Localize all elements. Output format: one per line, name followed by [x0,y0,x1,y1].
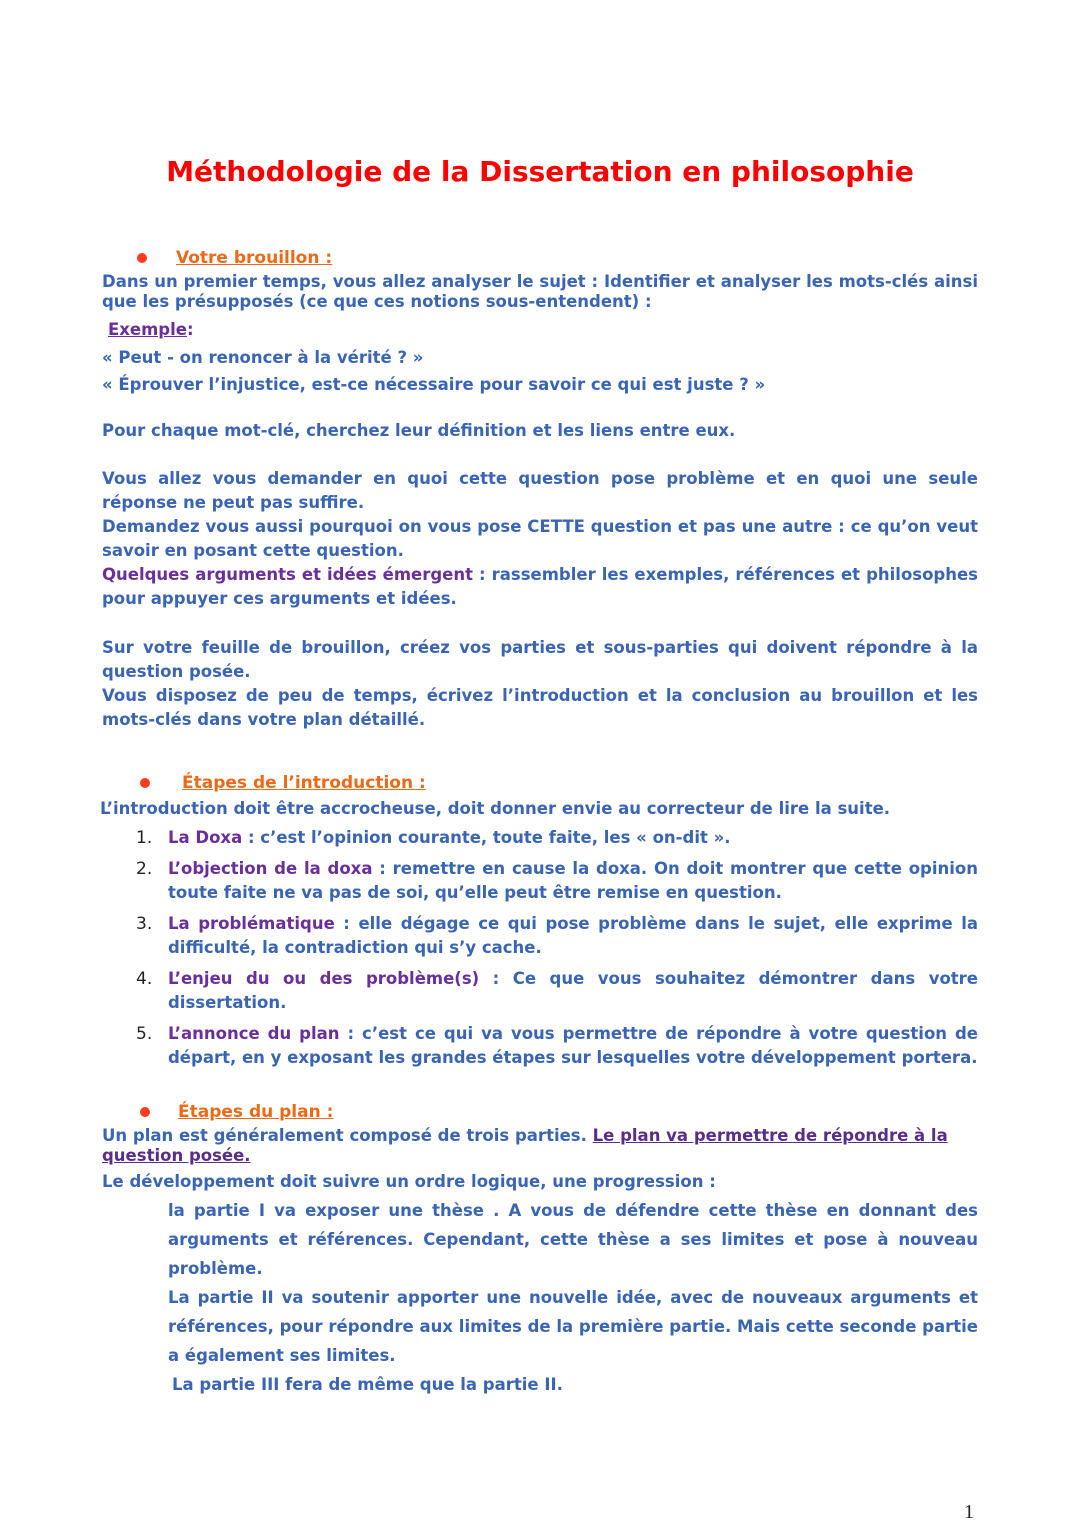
example-label: Exemple [108,320,187,339]
section-plan [102,1100,978,1399]
arguments-emphasis: Quelques arguments et idées émergent [102,565,474,584]
step-text: : remettre en cause la doxa. On doit montrer que cette opinion toute faite ne va pas de soi, qu’elle peut être remise en question. [168,859,978,902]
plan-part-3: La partie III fera de même que la partie II. [172,1375,563,1394]
brouillon-paragraph-4a: Sur votre feuille de brouillon, créez vos parties et sous-parties qui doivent répondre à la question posée. [102,638,978,681]
brouillon-paragraph-3c [102,563,978,611]
plan-heading: Étapes du plan : [178,1102,334,1122]
step-term: L’annonce du plan [168,1024,340,1043]
introduction-heading: Étapes de l’introduction : [182,773,426,793]
plan-intro-text: Un plan est généralement composé de trois parties. [102,1126,593,1145]
step-text: : c’est ce qui va vous permettre de répondre à votre question de départ, en y exposant les grandes étapes sur lesquelles votre développement portera. [168,1024,978,1067]
page-number: 1 [964,1501,974,1523]
brouillon-heading: Votre brouillon : [176,248,333,268]
step-text: : c’est l’opinion courante, toute faite, les « on-dit ». [242,828,731,847]
brouillon-paragraph-2: Pour chaque mot-clé, cherchez leur définition et les liens entre eux. [102,421,736,440]
brouillon-paragraph-4b: Vous disposez de peu de temps, écrivez l’introduction et la conclusion au brouillon et les mots-clés dans votre plan détaillé. [102,686,978,729]
step-number: 5. [136,1024,153,1044]
example-2: « Éprouver l’injustice, est-ce nécessaire pour savoir ce qui est juste ? » [102,375,766,394]
bullet-icon [137,253,147,263]
introduction-heading-row [102,771,978,797]
plan-heading-row [102,1100,978,1126]
introduction-step [102,967,978,1015]
example-colon: : [186,320,194,339]
step-term: L’objection de la doxa [168,859,373,878]
step-number: 3. [136,914,153,934]
introduction-step [102,1022,978,1070]
section-brouillon [102,246,978,732]
plan-part-2: La partie II va soutenir apporter une nouvelle idée, avec de nouveaux arguments et références, pour répondre aux limites de la première partie. Mais cette seconde partie a également ses limites. [168,1288,978,1365]
introduction-lead: L’introduction doit être accrocheuse, doit donner envie au correcteur de lire la suite. [100,799,891,818]
step-term: La problématique [168,914,335,933]
brouillon-heading-row [102,246,978,272]
plan-part-1: la partie I va exposer une thèse . A vous de défendre cette thèse en donnant des arguments et références. Cependant, cette thèse a ses limites et pose à nouveau problème. [168,1201,978,1278]
page-title: Méthodologie de la Dissertation en philosophie [166,155,914,188]
plan-paragraph-1 [102,1126,978,1166]
step-term: L’enjeu du ou des problème(s) [168,969,480,988]
plan-paragraph-2: Le développement doit suivre un ordre logique, une progression : [102,1172,716,1191]
brouillon-paragraph-1: Dans un premier temps, vous allez analyser le sujet : Identifier et analyser les mots-clés ainsi que les présupposés (ce que ces notions sous-entendent) : [102,272,978,311]
section-introduction [102,771,978,1077]
introduction-steps [102,826,978,1070]
plan-emphasis: Le plan va permettre de répondre à la question posée. [102,1126,948,1165]
step-text: : Ce que vous souhaitez démontrer dans votre dissertation. [168,969,978,1012]
step-number: 1. [136,828,153,848]
step-text: : elle dégage ce qui pose problème dans le sujet, elle exprime la difficulté, la contradiction qui s’y cache. [168,914,979,957]
step-number: 2. [136,859,153,879]
brouillon-paragraph-3b: Demandez vous aussi pourquoi on vous pose CETTE question et pas une autre : ce qu’on veut savoir en posant cette question. [102,517,978,560]
bullet-icon [140,1107,150,1117]
example-label-row [102,318,978,342]
brouillon-paragraph-3a: Vous allez vous demander en quoi cette question pose problème et en quoi une seule réponse ne peut pas suffire. [102,469,978,512]
introduction-step [102,912,978,960]
bullet-icon [140,778,150,788]
arguments-rest: : rassembler les exemples, références et philosophes pour appuyer ces arguments et idées. [102,565,978,608]
introduction-step [102,826,978,850]
step-term: La Doxa [168,828,243,847]
introduction-step [102,857,978,905]
step-number: 4. [136,969,153,989]
example-1: « Peut - on renoncer à la vérité ? » [102,348,424,367]
